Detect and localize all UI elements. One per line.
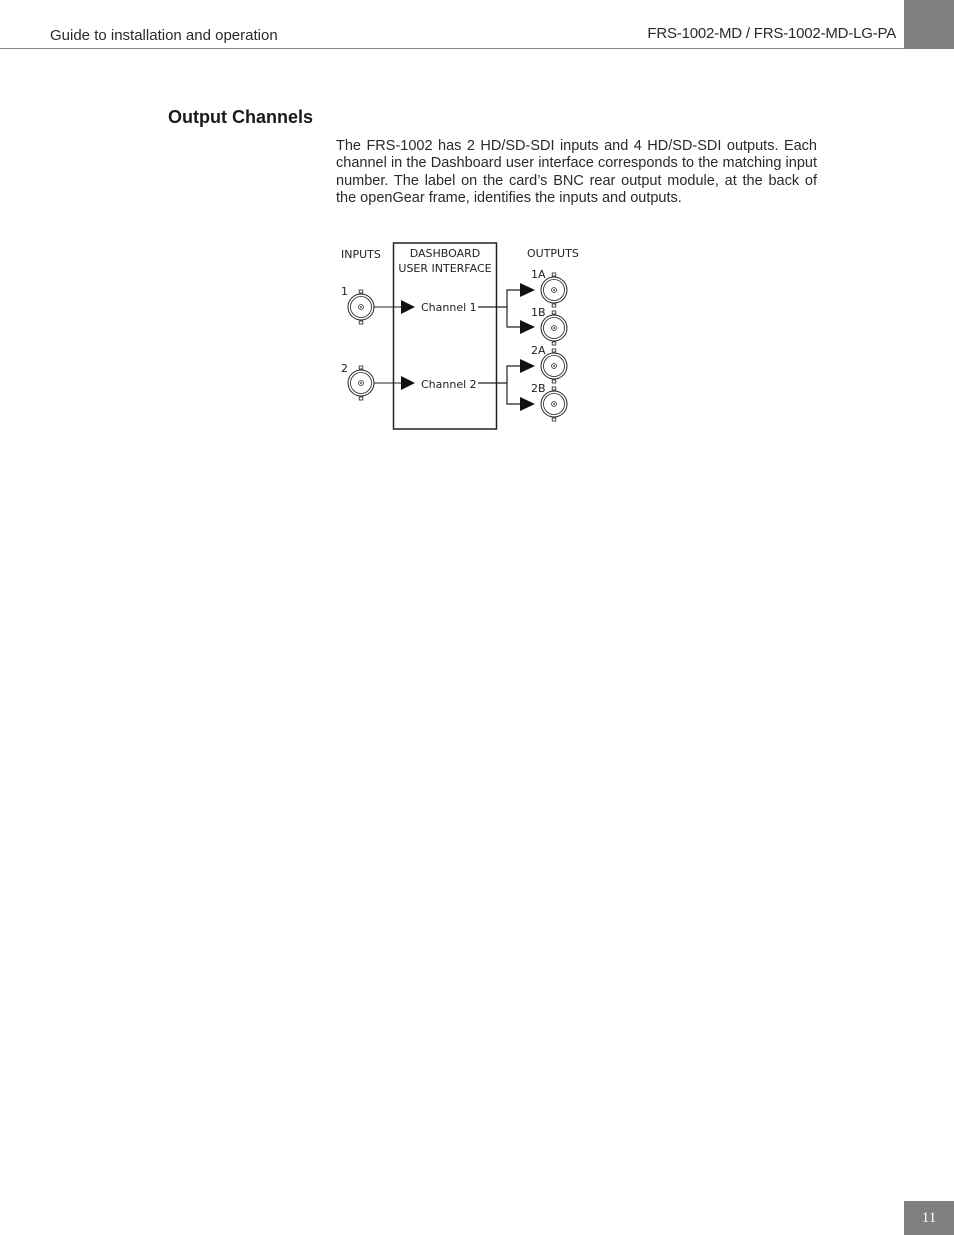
output-1b-label: 1B — [531, 306, 546, 319]
channel-1-split — [507, 290, 521, 327]
input-1-label: 1 — [341, 285, 348, 298]
bnc-connector-icon — [348, 366, 374, 400]
signal-routing-diagram — [336, 238, 596, 443]
channel-2-label: Channel 2 — [421, 378, 477, 391]
arrow-right-icon — [520, 397, 535, 411]
outputs-label: OUTPUTS — [527, 247, 579, 260]
section-title: Output Channels — [168, 107, 313, 127]
channel-1-label: Channel 1 — [421, 301, 477, 314]
inputs-label: INPUTS — [341, 248, 381, 261]
output-2b-label: 2B — [531, 382, 546, 395]
bnc-connector-icon — [348, 290, 374, 324]
output-2a-label: 2A — [531, 344, 546, 357]
input-2-label: 2 — [341, 362, 348, 375]
output-1a-label: 1A — [531, 268, 546, 281]
header-guide-title: Guide to installation and operation — [50, 27, 278, 44]
header-tab — [904, 0, 954, 49]
interface-label-line1: DASHBOARD — [409, 247, 481, 260]
arrow-right-icon — [401, 300, 415, 314]
arrow-right-icon — [520, 283, 535, 297]
section-body: The FRS-1002 has 2 HD/SD-SDI inputs and 4 HD/SD-SDI outputs. Each channel in the Dashboard user interface corresponds to the matching input number. The label on the card’s BNC rear output module, at the back of the openGear frame, identifies the inputs and outputs. — [336, 138, 817, 206]
interface-label-line2: USER INTERFACE — [398, 262, 492, 275]
arrow-right-icon — [401, 376, 415, 390]
arrow-right-icon — [520, 359, 535, 373]
header-model-number: FRS-1002-MD / FRS-1002-MD-LG-PA — [647, 25, 896, 42]
header-rule — [0, 48, 904, 49]
diagram-svg — [336, 238, 596, 438]
arrow-right-icon — [520, 320, 535, 334]
channel-2-split — [507, 366, 521, 404]
page-number: 11 — [904, 1201, 954, 1235]
